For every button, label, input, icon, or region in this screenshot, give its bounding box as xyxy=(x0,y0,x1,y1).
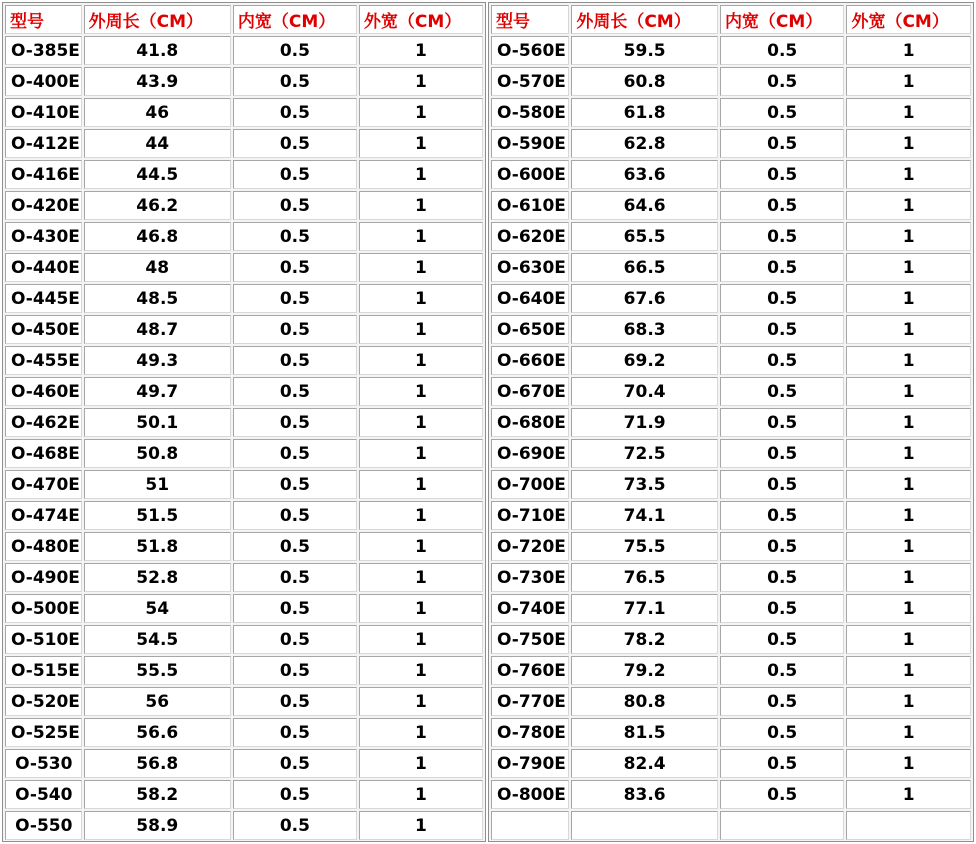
cell-inner-width: 0.5 xyxy=(233,594,357,623)
cell-outer-width: 1 xyxy=(359,377,483,406)
table-row xyxy=(5,594,483,623)
table-row xyxy=(491,98,971,127)
cell-model: O-550 xyxy=(5,811,82,840)
cell-inner-width: 0.5 xyxy=(720,718,845,747)
cell-model: O-750E xyxy=(491,625,569,654)
cell-outer-circumference: 56.6 xyxy=(84,718,231,747)
cell-model: O-590E xyxy=(491,129,569,158)
header-outer-circumference: 外周长（CM） xyxy=(84,5,231,34)
cell-outer-circumference: 62.8 xyxy=(571,129,718,158)
cell-model: O-630E xyxy=(491,253,569,282)
cell-inner-width xyxy=(720,811,845,840)
cell-outer-width: 1 xyxy=(359,687,483,716)
cell-model: O-490E xyxy=(5,563,82,592)
cell-outer-circumference: 81.5 xyxy=(571,718,718,747)
cell-outer-circumference: 64.6 xyxy=(571,191,718,220)
cell-inner-width: 0.5 xyxy=(233,532,357,561)
cell-outer-circumference: 69.2 xyxy=(571,346,718,375)
cell-model: O-530 xyxy=(5,749,82,778)
cell-inner-width: 0.5 xyxy=(233,718,357,747)
cell-outer-circumference: 59.5 xyxy=(571,36,718,65)
cell-model xyxy=(491,811,569,840)
header-row xyxy=(5,5,483,34)
header-model: 型号 xyxy=(491,5,569,34)
cell-outer-circumference: 51 xyxy=(84,470,231,499)
cell-inner-width: 0.5 xyxy=(720,98,845,127)
cell-outer-width: 1 xyxy=(846,284,971,313)
table-row xyxy=(5,253,483,282)
cell-inner-width: 0.5 xyxy=(233,377,357,406)
cell-outer-circumference: 51.8 xyxy=(84,532,231,561)
cell-inner-width: 0.5 xyxy=(233,811,357,840)
cell-outer-width: 1 xyxy=(846,191,971,220)
cell-outer-circumference: 44.5 xyxy=(84,160,231,189)
table-row xyxy=(5,687,483,716)
cell-outer-width xyxy=(846,811,971,840)
table-row xyxy=(5,129,483,158)
cell-model: O-780E xyxy=(491,718,569,747)
cell-outer-width: 1 xyxy=(846,439,971,468)
cell-model: O-420E xyxy=(5,191,82,220)
header-row xyxy=(491,5,971,34)
cell-outer-circumference: 68.3 xyxy=(571,315,718,344)
cell-inner-width: 0.5 xyxy=(720,408,845,437)
cell-inner-width: 0.5 xyxy=(233,439,357,468)
table-row xyxy=(5,191,483,220)
cell-outer-width: 1 xyxy=(359,656,483,685)
table-row xyxy=(5,470,483,499)
cell-outer-width: 1 xyxy=(846,749,971,778)
cell-outer-width: 1 xyxy=(359,594,483,623)
cell-outer-circumference: 48.5 xyxy=(84,284,231,313)
cell-model: O-412E xyxy=(5,129,82,158)
cell-inner-width: 0.5 xyxy=(720,284,845,313)
table-row xyxy=(5,160,483,189)
cell-outer-width: 1 xyxy=(846,501,971,530)
right-table-container xyxy=(488,2,974,842)
cell-outer-width: 1 xyxy=(846,532,971,561)
cell-inner-width: 0.5 xyxy=(720,222,845,251)
cell-inner-width: 0.5 xyxy=(720,656,845,685)
cell-outer-circumference: 71.9 xyxy=(571,408,718,437)
cell-outer-circumference: 46.2 xyxy=(84,191,231,220)
cell-outer-width: 1 xyxy=(359,191,483,220)
cell-model: O-445E xyxy=(5,284,82,313)
cell-model: O-670E xyxy=(491,377,569,406)
table-row xyxy=(491,346,971,375)
cell-outer-width: 1 xyxy=(846,36,971,65)
table-row xyxy=(491,315,971,344)
cell-outer-circumference: 50.1 xyxy=(84,408,231,437)
cell-model: O-570E xyxy=(491,67,569,96)
cell-outer-width: 1 xyxy=(846,563,971,592)
cell-model: O-525E xyxy=(5,718,82,747)
cell-model: O-720E xyxy=(491,532,569,561)
table-row xyxy=(5,98,483,127)
cell-inner-width: 0.5 xyxy=(720,470,845,499)
table-row xyxy=(5,67,483,96)
cell-inner-width: 0.5 xyxy=(233,36,357,65)
cell-outer-circumference: 48 xyxy=(84,253,231,282)
cell-model: O-710E xyxy=(491,501,569,530)
cell-outer-width: 1 xyxy=(359,780,483,809)
table-row xyxy=(5,563,483,592)
cell-inner-width: 0.5 xyxy=(720,594,845,623)
cell-model: O-455E xyxy=(5,346,82,375)
cell-inner-width: 0.5 xyxy=(233,749,357,778)
cell-inner-width: 0.5 xyxy=(233,191,357,220)
cell-outer-width: 1 xyxy=(359,129,483,158)
cell-outer-width: 1 xyxy=(846,377,971,406)
cell-outer-circumference: 77.1 xyxy=(571,594,718,623)
cell-model: O-540 xyxy=(5,780,82,809)
cell-model: O-580E xyxy=(491,98,569,127)
cell-inner-width: 0.5 xyxy=(233,625,357,654)
cell-outer-circumference: 41.8 xyxy=(84,36,231,65)
cell-inner-width: 0.5 xyxy=(233,687,357,716)
table-row xyxy=(491,656,971,685)
cell-model: O-400E xyxy=(5,67,82,96)
table-row xyxy=(5,625,483,654)
table-row xyxy=(5,532,483,561)
cell-outer-circumference: 44 xyxy=(84,129,231,158)
cell-model: O-410E xyxy=(5,98,82,127)
table-row xyxy=(491,222,971,251)
cell-inner-width: 0.5 xyxy=(720,439,845,468)
cell-outer-width: 1 xyxy=(359,36,483,65)
table-row xyxy=(5,222,483,251)
cell-outer-circumference: 78.2 xyxy=(571,625,718,654)
cell-outer-circumference: 49.3 xyxy=(84,346,231,375)
table-row xyxy=(5,439,483,468)
cell-inner-width: 0.5 xyxy=(233,253,357,282)
cell-outer-circumference xyxy=(571,811,718,840)
cell-outer-circumference: 73.5 xyxy=(571,470,718,499)
cell-outer-circumference: 50.8 xyxy=(84,439,231,468)
table-row xyxy=(491,253,971,282)
cell-outer-circumference: 49.7 xyxy=(84,377,231,406)
right-spec-table xyxy=(489,3,973,842)
cell-outer-width: 1 xyxy=(359,749,483,778)
table-row xyxy=(491,129,971,158)
table-row xyxy=(5,656,483,685)
cell-model: O-450E xyxy=(5,315,82,344)
cell-inner-width: 0.5 xyxy=(720,625,845,654)
cell-outer-width: 1 xyxy=(846,346,971,375)
cell-outer-width: 1 xyxy=(846,780,971,809)
cell-outer-width: 1 xyxy=(359,253,483,282)
table-row xyxy=(491,749,971,778)
header-outer-circumference: 外周长（CM） xyxy=(571,5,718,34)
cell-model: O-770E xyxy=(491,687,569,716)
cell-outer-circumference: 61.8 xyxy=(571,98,718,127)
header-outer-width: 外宽（CM） xyxy=(359,5,483,34)
cell-model: O-740E xyxy=(491,594,569,623)
cell-model: O-500E xyxy=(5,594,82,623)
cell-inner-width: 0.5 xyxy=(720,67,845,96)
table-row xyxy=(5,36,483,65)
cell-outer-circumference: 55.5 xyxy=(84,656,231,685)
cell-outer-circumference: 58.9 xyxy=(84,811,231,840)
cell-model: O-620E xyxy=(491,222,569,251)
cell-outer-width: 1 xyxy=(846,718,971,747)
cell-outer-width: 1 xyxy=(846,98,971,127)
table-row xyxy=(491,67,971,96)
cell-outer-width: 1 xyxy=(846,160,971,189)
cell-outer-circumference: 46.8 xyxy=(84,222,231,251)
cell-model: O-800E xyxy=(491,780,569,809)
table-row xyxy=(5,377,483,406)
cell-outer-circumference: 79.2 xyxy=(571,656,718,685)
cell-model: O-730E xyxy=(491,563,569,592)
table-row xyxy=(491,377,971,406)
table-row xyxy=(5,284,483,313)
cell-outer-circumference: 43.9 xyxy=(84,67,231,96)
cell-inner-width: 0.5 xyxy=(233,470,357,499)
cell-outer-width: 1 xyxy=(846,687,971,716)
cell-model: O-600E xyxy=(491,160,569,189)
cell-model: O-510E xyxy=(5,625,82,654)
cell-model: O-560E xyxy=(491,36,569,65)
cell-inner-width: 0.5 xyxy=(233,222,357,251)
table-row xyxy=(491,780,971,809)
cell-model: O-460E xyxy=(5,377,82,406)
cell-inner-width: 0.5 xyxy=(720,129,845,158)
cell-outer-circumference: 54 xyxy=(84,594,231,623)
table-row xyxy=(491,811,971,840)
cell-inner-width: 0.5 xyxy=(720,532,845,561)
cell-inner-width: 0.5 xyxy=(720,36,845,65)
cell-outer-width: 1 xyxy=(359,346,483,375)
cell-outer-width: 1 xyxy=(359,718,483,747)
table-row xyxy=(491,284,971,313)
table-row xyxy=(491,160,971,189)
cell-model: O-660E xyxy=(491,346,569,375)
table-row xyxy=(491,625,971,654)
cell-outer-circumference: 83.6 xyxy=(571,780,718,809)
table-row xyxy=(5,501,483,530)
cell-model: O-470E xyxy=(5,470,82,499)
cell-outer-width: 1 xyxy=(846,594,971,623)
cell-outer-circumference: 58.2 xyxy=(84,780,231,809)
cell-outer-width: 1 xyxy=(359,67,483,96)
cell-inner-width: 0.5 xyxy=(720,346,845,375)
cell-inner-width: 0.5 xyxy=(720,563,845,592)
cell-outer-width: 1 xyxy=(846,656,971,685)
table-row xyxy=(491,563,971,592)
cell-outer-circumference: 52.8 xyxy=(84,563,231,592)
cell-outer-width: 1 xyxy=(846,222,971,251)
cell-model: O-440E xyxy=(5,253,82,282)
table-row xyxy=(491,501,971,530)
header-outer-width: 外宽（CM） xyxy=(846,5,971,34)
cell-outer-width: 1 xyxy=(846,67,971,96)
table-row xyxy=(5,408,483,437)
cell-model: O-640E xyxy=(491,284,569,313)
cell-model: O-480E xyxy=(5,532,82,561)
cell-outer-circumference: 76.5 xyxy=(571,563,718,592)
cell-outer-circumference: 72.5 xyxy=(571,439,718,468)
cell-inner-width: 0.5 xyxy=(233,160,357,189)
table-row xyxy=(5,811,483,840)
cell-outer-circumference: 46 xyxy=(84,98,231,127)
table-row xyxy=(491,594,971,623)
cell-outer-width: 1 xyxy=(846,408,971,437)
cell-outer-width: 1 xyxy=(359,408,483,437)
cell-outer-width: 1 xyxy=(359,470,483,499)
table-row xyxy=(491,439,971,468)
cell-inner-width: 0.5 xyxy=(233,284,357,313)
table-row xyxy=(491,718,971,747)
cell-model: O-650E xyxy=(491,315,569,344)
cell-model: O-385E xyxy=(5,36,82,65)
cell-outer-circumference: 51.5 xyxy=(84,501,231,530)
cell-outer-circumference: 66.5 xyxy=(571,253,718,282)
cell-outer-circumference: 67.6 xyxy=(571,284,718,313)
cell-outer-circumference: 48.7 xyxy=(84,315,231,344)
cell-outer-circumference: 54.5 xyxy=(84,625,231,654)
cell-outer-circumference: 75.5 xyxy=(571,532,718,561)
cell-inner-width: 0.5 xyxy=(233,656,357,685)
cell-outer-width: 1 xyxy=(846,625,971,654)
table-row xyxy=(491,470,971,499)
cell-inner-width: 0.5 xyxy=(233,346,357,375)
cell-model: O-700E xyxy=(491,470,569,499)
cell-outer-circumference: 56 xyxy=(84,687,231,716)
cell-outer-width: 1 xyxy=(846,470,971,499)
cell-outer-width: 1 xyxy=(359,98,483,127)
cell-outer-width: 1 xyxy=(359,284,483,313)
cell-inner-width: 0.5 xyxy=(233,408,357,437)
cell-outer-width: 1 xyxy=(359,532,483,561)
cell-outer-width: 1 xyxy=(359,625,483,654)
cell-inner-width: 0.5 xyxy=(720,160,845,189)
header-inner-width: 内宽（CM） xyxy=(233,5,357,34)
table-row xyxy=(5,780,483,809)
cell-inner-width: 0.5 xyxy=(233,98,357,127)
cell-inner-width: 0.5 xyxy=(233,315,357,344)
table-row xyxy=(5,749,483,778)
header-model: 型号 xyxy=(5,5,82,34)
table-row xyxy=(491,191,971,220)
cell-inner-width: 0.5 xyxy=(233,501,357,530)
cell-outer-circumference: 74.1 xyxy=(571,501,718,530)
cell-outer-width: 1 xyxy=(359,563,483,592)
cell-inner-width: 0.5 xyxy=(720,501,845,530)
table-row xyxy=(5,346,483,375)
cell-model: O-760E xyxy=(491,656,569,685)
cell-model: O-690E xyxy=(491,439,569,468)
cell-model: O-515E xyxy=(5,656,82,685)
cell-model: O-462E xyxy=(5,408,82,437)
cell-model: O-416E xyxy=(5,160,82,189)
cell-inner-width: 0.5 xyxy=(720,780,845,809)
table-row xyxy=(5,718,483,747)
left-table-container xyxy=(2,2,486,842)
cell-model: O-790E xyxy=(491,749,569,778)
cell-outer-circumference: 60.8 xyxy=(571,67,718,96)
cell-inner-width: 0.5 xyxy=(233,780,357,809)
cell-outer-width: 1 xyxy=(846,253,971,282)
cell-model: O-610E xyxy=(491,191,569,220)
table-row xyxy=(5,315,483,344)
cell-outer-width: 1 xyxy=(359,439,483,468)
cell-inner-width: 0.5 xyxy=(233,129,357,158)
cell-outer-width: 1 xyxy=(846,129,971,158)
table-row xyxy=(491,532,971,561)
cell-model: O-520E xyxy=(5,687,82,716)
table-row xyxy=(491,687,971,716)
left-spec-table xyxy=(3,3,485,842)
cell-outer-circumference: 82.4 xyxy=(571,749,718,778)
cell-outer-circumference: 80.8 xyxy=(571,687,718,716)
cell-inner-width: 0.5 xyxy=(233,67,357,96)
cell-outer-width: 1 xyxy=(359,160,483,189)
cell-inner-width: 0.5 xyxy=(720,749,845,778)
cell-outer-circumference: 65.5 xyxy=(571,222,718,251)
cell-inner-width: 0.5 xyxy=(720,253,845,282)
cell-outer-width: 1 xyxy=(359,222,483,251)
table-row xyxy=(491,36,971,65)
cell-model: O-474E xyxy=(5,501,82,530)
cell-inner-width: 0.5 xyxy=(720,191,845,220)
cell-model: O-430E xyxy=(5,222,82,251)
header-inner-width: 内宽（CM） xyxy=(720,5,845,34)
table-row xyxy=(491,408,971,437)
cell-inner-width: 0.5 xyxy=(720,377,845,406)
cell-outer-width: 1 xyxy=(846,315,971,344)
cell-outer-circumference: 56.8 xyxy=(84,749,231,778)
cell-outer-width: 1 xyxy=(359,501,483,530)
cell-inner-width: 0.5 xyxy=(233,563,357,592)
cell-outer-width: 1 xyxy=(359,811,483,840)
cell-outer-width: 1 xyxy=(359,315,483,344)
cell-inner-width: 0.5 xyxy=(720,687,845,716)
cell-inner-width: 0.5 xyxy=(720,315,845,344)
cell-model: O-468E xyxy=(5,439,82,468)
cell-outer-circumference: 70.4 xyxy=(571,377,718,406)
cell-model: O-680E xyxy=(491,408,569,437)
cell-outer-circumference: 63.6 xyxy=(571,160,718,189)
